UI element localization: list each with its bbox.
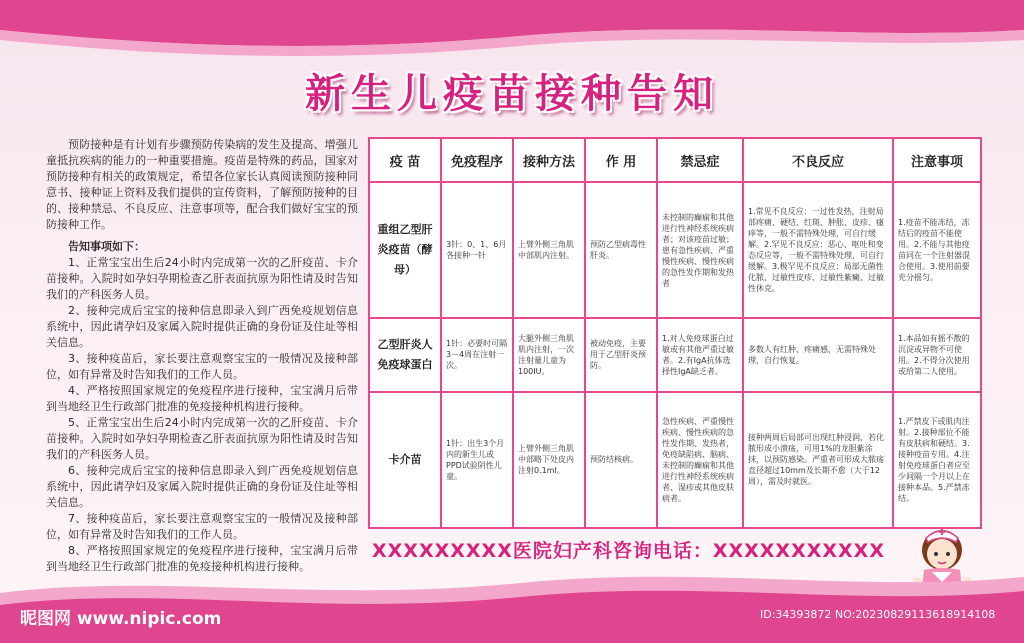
notice-heading: 告知事项如下： — [68, 240, 145, 253]
cell-effect: 预防结核病。 — [585, 392, 657, 528]
cell-schedule: 1针：出生3个月内的新生儿或PPD试验阴性儿童。 — [441, 392, 513, 528]
notice-item-7: 7、接种疫苗后，家长要注意观察宝宝的一般情况及接种部位，如有异常及时告知我们的工作人员。 — [46, 512, 358, 541]
cell-effect: 被动免疫，主要用于乙型肝炎预防。 — [585, 318, 657, 392]
top-decor-band — [0, 0, 1024, 70]
cell-contraindication: 未控制的癫痫和其他进行性神经系统疾病者；对该疫苗过敏；患有急性疾病、严重慢性疾病、慢性疾病的急性发作期和发热者 — [657, 182, 743, 318]
cell-contraindication: 急性疾病、严重慢性疾病、慢性疾病的急性发作期、发热者，免疫缺陷病、脑病、未控制的癫痫和其他进行性神经系统疾病者、湿疹或其他皮肤病者。 — [657, 392, 743, 528]
intro-text-block — [46, 137, 358, 575]
cell-method: 大腿外侧三角肌肌内注射，一次注射量儿童为100IU。 — [513, 318, 585, 392]
vaccine-table — [368, 137, 982, 529]
notice-item-1: 1、正常宝宝出生后24小时内完成第一次的乙肝疫苗、卡介苗接种。入院时如孕妇孕期检查乙肝表面抗原为阳性请及时告知我们的产科医务人员。 — [46, 256, 358, 301]
cell-vaccine-name: 卡介苗 — [369, 392, 441, 528]
cell-method: 上臂外侧三角肌中部肌内注射。 — [513, 182, 585, 318]
header-adverse-reaction: 不良反应 — [743, 138, 893, 182]
cell-contraindication: 1.对人免疫球蛋白过敏或有其他严重过敏者。2.有IgA抗体选择性IgA缺乏者。 — [657, 318, 743, 392]
cell-precautions: 1.严禁皮下或肌肉注射。2.接种部位不能有皮肤病和硬结。3.接种疫苗专用。4.注射免疫球蛋白者应至少间隔一个月以上在接种本品。5.严禁冻结。 — [893, 392, 981, 528]
notice-item-4: 4、严格按照国家规定的免疫程序进行接种，宝宝满月后带到当地经卫生行政部门批准的免疫接种机构进行接种。 — [46, 384, 358, 413]
notice-item-2: 2、接种完成后宝宝的接种信息即录入到广西免疫规划信息系统中，因此请孕妇及家属入院时提供正确的身份证及住址等相关信息。 — [46, 304, 358, 349]
image-id-watermark: ID:34393872 NO:20230829113618914108 — [760, 608, 996, 621]
cell-precautions: 1.疫苗不能冻结，冻结后的疫苗不能使用。2.不能与其他疫苗同在一个注射器混合使用。3.使用前要充分摇匀。 — [893, 182, 981, 318]
header-contraindication: 禁忌症 — [657, 138, 743, 182]
cell-effect: 预防乙型病毒性肝炎。 — [585, 182, 657, 318]
cell-schedule: 3针：0、1、6月各接种一针 — [441, 182, 513, 318]
notice-item-8: 8、严格按照国家规定的免疫程序进行接种，宝宝满月后带到当地经卫生行政部门批准的免疫接种机构进行接种。 — [46, 544, 358, 573]
header-precautions: 注意事项 — [893, 138, 981, 182]
table-row — [369, 318, 981, 392]
cell-adverse-reaction: 接种两周后局部可出现红肿浸润，若化脓形成小溃疡，可用1%的龙胆紫涂抹，以预防感染。严重者可形成大脓疡直径超过10mm及长期不愈（大于12周），需及时就医。 — [743, 392, 893, 528]
site-watermark: 昵图网 www.nipic.com — [20, 609, 222, 629]
page-title: 新生儿疫苗接种告知 — [305, 71, 719, 117]
table-row — [369, 392, 981, 528]
header-vaccine: 疫 苗 — [369, 138, 441, 182]
intro-paragraph: 预防接种是有计划有步骤预防传染病的发生及提高、增强儿童抵抗疾病的能力的一种重要措施。疫苗是特殊的药品，国家对预防接种有相关的政策规定，希望各位家长认真阅读预防接种同意书、接种证上资料及我们提供的宣传资料，了解预防接种的目的、接种禁忌、不良反应、注意事项等，配合我们做好宝宝的预防接种工作。 — [46, 138, 358, 231]
cell-schedule: 1针：必要时可隔3－4周在注射一次。 — [441, 318, 513, 392]
cell-method: 上臂外侧三角肌中部略下处皮内注射0.1ml。 — [513, 392, 585, 528]
cell-vaccine-name: 乙型肝炎人免疫球蛋白 — [369, 318, 441, 392]
vaccine-table-wrap — [368, 137, 980, 529]
header-effect: 作 用 — [585, 138, 657, 182]
cell-vaccine-name: 重组乙型肝炎疫苗（酵母） — [369, 182, 441, 318]
notice-item-3: 3、接种疫苗后，家长要注意观察宝宝的一般情况及接种部位，如有异常及时告知我们的工作人员。 — [46, 352, 358, 381]
cell-adverse-reaction: 1.常见不良反应：一过性发热，注射局部疼痛、硬结、红斑、肿胀、皮疹、瘙痒等，一般不需特殊处理，可自行缓解。2.罕见不良反应：恶心、呕吐和变态反应等，一般不需特殊处理，可自行缓解。3.极罕见不良反应：局部无菌性化脓、过敏性皮疹、过敏性紫癜、过敏性休克。 — [743, 182, 893, 318]
notice-item-6: 6、接种完成后宝宝的接种信息即录入到广西免疫规划信息系统中，因此请孕妇及家属入院时提供正确的身份证及住址等相关信息。 — [46, 464, 358, 509]
table-row — [369, 182, 981, 318]
header-method: 接种方法 — [513, 138, 585, 182]
table-header-row — [369, 138, 981, 182]
cell-precautions: 1.本品如有摇不散的沉淀或异物不可使用。2.不得分次使用或给第二人使用。 — [893, 318, 981, 392]
consult-phone-line: XXXXXXXXX医院妇产科咨询电话：XXXXXXXXXXX — [372, 540, 885, 562]
notice-item-5: 5、正常宝宝出生后24小时内完成第一次的乙肝疫苗、卡介苗接种。入院时如孕妇孕期检查乙肝表面抗原为阳性请及时告知我们的产科医务人员。 — [46, 416, 358, 461]
header-schedule: 免疫程序 — [441, 138, 513, 182]
cell-adverse-reaction: 多数人有红肿、疼痛感，无需特殊处理，自行恢复。 — [743, 318, 893, 392]
